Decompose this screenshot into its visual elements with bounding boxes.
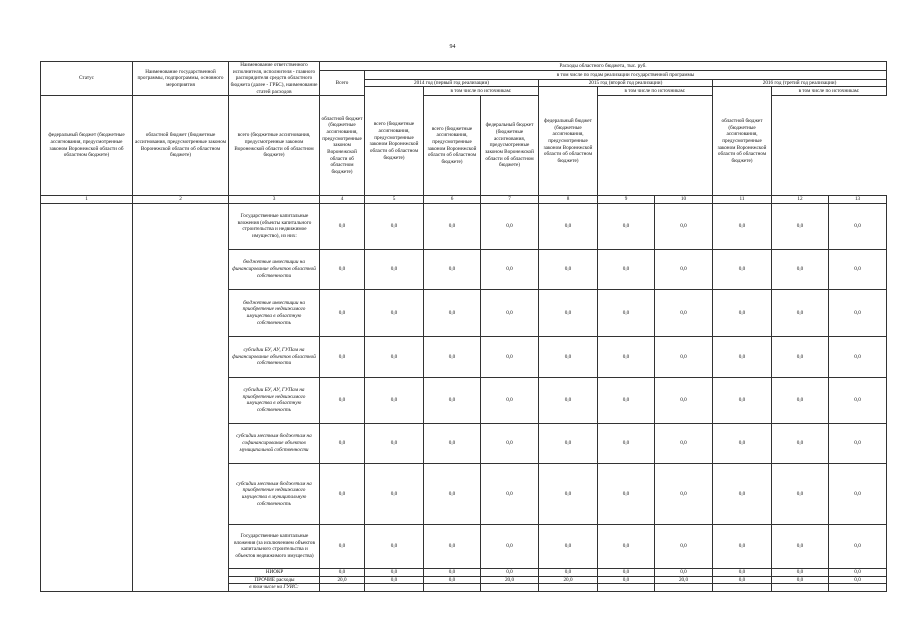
value-cell: 0,0 [772,336,829,377]
value-cell [772,584,829,592]
value-cell: 0,0 [365,568,424,576]
budget-table [40,61,887,592]
column-number: 7 [481,196,539,204]
value-cell: 0,0 [829,203,887,249]
value-cell: 0,0 [713,423,772,463]
value-cell: 0,0 [424,336,481,377]
value-cell [655,584,713,592]
page-number: 94 [449,44,456,50]
value-cell: 0,0 [772,377,829,423]
value-cell: 20,0 [539,576,598,584]
value-cell: 0,0 [655,377,713,423]
header-by-sources: в том числе по источникам: [598,87,713,96]
header-y1-federal: федеральный бюджет (бюджетные ассигнования, предусмотренные законом Воронежской области об областном бюджете) [41,96,133,196]
value-cell: 0,0 [598,568,655,576]
value-cell: 0,0 [829,568,887,576]
value-cell: 0,0 [713,576,772,584]
value-cell: 0,0 [598,463,655,524]
header-by-sources: в том числе по источникам: [772,87,887,96]
row-label: Государственные капитальные вложения (за исключением объектов капитального строительства и объектов недвижимого имущества) [229,524,320,568]
value-cell: 0,0 [320,377,365,423]
value-cell: 0,0 [713,568,772,576]
header-year-2016: 2016 год (третий год реализации) [713,79,887,87]
value-cell: 0,0 [598,249,655,289]
header-total: Всего [320,71,365,96]
value-cell: 0,0 [772,289,829,336]
header-y3-federal: федеральный бюджет (бюджетные ассигнования, предусмотренные законом Воронежской области об областном бюджете) [481,96,539,196]
value-cell: 0,0 [598,524,655,568]
value-cell: 0,0 [772,576,829,584]
column-number: 3 [229,196,320,204]
value-cell [365,584,424,592]
row-label: Государственные капитальные вложения (объекты капитального строительства и недвижимое имущество), из них: [229,203,320,249]
header-executor: Наименование ответственного исполнителя, исполнителя - главного распорядителя средств областного бюджета (далее - ГРБС), наименование статей расходов [229,62,320,96]
value-cell: 0,0 [655,336,713,377]
value-cell [481,584,539,592]
value-cell: 0,0 [424,203,481,249]
value-cell: 0,0 [713,377,772,423]
header-y2-total: всего (бюджетные ассигнования, предусмотренные законом Воронежской области об областном бюджете) [229,96,320,196]
value-cell: 0,0 [539,249,598,289]
row-label: НИОКР [229,568,320,576]
table-row [41,203,887,249]
value-cell: 0,0 [772,203,829,249]
header-y1-regional: областной бюджет (бюджетные ассигнования, предусмотренные законом Воронежской области об областном бюджете) [133,96,229,196]
value-cell: 0,0 [365,336,424,377]
value-cell: 0,0 [424,463,481,524]
value-cell: 0,0 [829,463,887,524]
value-cell: 0,0 [320,524,365,568]
value-cell: 0,0 [829,377,887,423]
value-cell: 0,0 [598,336,655,377]
value-cell: 0,0 [598,576,655,584]
value-cell: 0,0 [481,568,539,576]
value-cell [539,584,598,592]
column-number: 13 [829,196,887,204]
header-program: Наименование государственной программы, подпрограммы, основного мероприятия [133,62,229,96]
row-label: субсидии местным бюджетам на приобретение недвижимого имущества в муниципальную собственность [229,463,320,524]
value-cell: 0,0 [713,463,772,524]
column-number: 9 [598,196,655,204]
header-year-2014: 2014 год (первый год реализации) [365,79,539,87]
value-cell: 20,0 [481,576,539,584]
value-cell: 20,0 [320,576,365,584]
row-label: субсидии БУ, АУ, ГУПам на приобретение недвижимого имущества в областную собственность [229,377,320,423]
column-number: 8 [539,196,598,204]
column-number: 11 [713,196,772,204]
value-cell: 0,0 [598,423,655,463]
value-cell: 0,0 [424,568,481,576]
value-cell: 0,0 [481,249,539,289]
column-number: 4 [320,196,365,204]
header-top: Расходы областного бюджета, тыс. руб. [320,62,887,71]
value-cell: 0,0 [772,568,829,576]
value-cell: 0,0 [320,289,365,336]
row-label: в том числе на ГУИС: [229,584,320,592]
value-cell: 0,0 [320,463,365,524]
value-cell: 0,0 [713,289,772,336]
value-cell: 0,0 [365,576,424,584]
column-number: 6 [424,196,481,204]
value-cell [320,584,365,592]
value-cell: 0,0 [481,463,539,524]
value-cell: 0,0 [481,524,539,568]
value-cell: 0,0 [539,568,598,576]
value-cell: 0,0 [365,463,424,524]
value-cell: 0,0 [424,524,481,568]
value-cell: 0,0 [772,463,829,524]
value-cell: 0,0 [481,203,539,249]
value-cell: 0,0 [424,576,481,584]
value-cell: 0,0 [539,423,598,463]
value-cell: 0,0 [320,568,365,576]
value-cell [424,584,481,592]
value-cell: 0,0 [481,336,539,377]
value-cell: 0,0 [539,336,598,377]
value-cell: 0,0 [655,524,713,568]
value-cell: 0,0 [320,336,365,377]
header-by-sources: в том числе по источникам: [424,87,539,96]
value-cell: 20,0 [655,576,713,584]
value-cell: 0,0 [713,203,772,249]
value-cell: 0,0 [655,423,713,463]
header-y2-federal: федеральный бюджет (бюджетные ассигнования, предусмотренные законом Воронежской области об областном бюджете) [539,87,598,196]
value-cell: 0,0 [829,423,887,463]
value-cell [713,584,772,592]
column-number: 2 [133,196,229,204]
row-label: субсидии БУ, АУ, ГУПам на финансирование объектов областной собственности [229,336,320,377]
status-cell [41,203,133,591]
value-cell [829,584,887,592]
value-cell: 0,0 [829,336,887,377]
header-year-2015: 2015 год (второй год реализации) [539,79,713,87]
column-number: 12 [772,196,829,204]
value-cell: 0,0 [829,576,887,584]
header-y1-total: всего (бюджетные ассигнования, предусмотренные законом Воронежской области об областном бюджете) [365,87,424,196]
row-label: субсидии местным бюджетам на софинансирование объектов муниципальной собственности [229,423,320,463]
value-cell: 0,0 [424,377,481,423]
value-cell: 0,0 [655,289,713,336]
value-cell: 0,0 [655,568,713,576]
value-cell: 0,0 [481,377,539,423]
value-cell: 0,0 [539,463,598,524]
row-label: бюджетные инвестиции на финансирование объектов областной собственности [229,249,320,289]
header-y3-total: всего (бюджетные ассигнования, предусмотренные законом Воронежской области об областном бюджете) [424,96,481,196]
value-cell: 0,0 [655,203,713,249]
header-y3-regional: областной бюджет (бюджетные ассигнования, предусмотренные законом Воронежской области об областном бюджете) [713,87,772,196]
value-cell: 0,0 [713,249,772,289]
value-cell: 0,0 [365,249,424,289]
value-cell: 0,0 [365,289,424,336]
value-cell: 0,0 [655,249,713,289]
program-cell [133,203,229,591]
header-status: Статус [41,62,133,96]
value-cell: 0,0 [481,289,539,336]
value-cell: 0,0 [365,377,424,423]
value-cell: 0,0 [598,289,655,336]
value-cell: 0,0 [365,423,424,463]
column-number: 10 [655,196,713,204]
row-label: ПРОЧИЕ расходы [229,576,320,584]
value-cell: 0,0 [772,524,829,568]
value-cell: 0,0 [713,524,772,568]
value-cell: 0,0 [829,524,887,568]
value-cell: 0,0 [365,203,424,249]
value-cell [598,584,655,592]
value-cell: 0,0 [365,524,424,568]
value-cell: 0,0 [320,203,365,249]
value-cell: 0,0 [539,203,598,249]
row-label: бюджетные инвестиции на приобретение недвижимого имущества в областную собственность [229,289,320,336]
column-number: 5 [365,196,424,204]
value-cell: 0,0 [539,524,598,568]
value-cell: 0,0 [424,289,481,336]
value-cell: 0,0 [424,423,481,463]
value-cell: 0,0 [713,336,772,377]
value-cell: 0,0 [320,249,365,289]
value-cell: 0,0 [539,377,598,423]
value-cell: 0,0 [829,249,887,289]
header-y2-regional: областной бюджет (бюджетные ассигнования, предусмотренные законом Воронежской области об областном бюджете) [320,96,365,196]
value-cell: 0,0 [655,463,713,524]
header-by-years: в том числе по годам реализации государственной программы [365,71,887,80]
value-cell: 0,0 [598,203,655,249]
value-cell: 0,0 [772,423,829,463]
column-number: 1 [41,196,133,204]
value-cell: 0,0 [772,249,829,289]
value-cell: 0,0 [829,289,887,336]
value-cell: 0,0 [320,423,365,463]
value-cell: 0,0 [424,249,481,289]
value-cell: 0,0 [481,423,539,463]
value-cell: 0,0 [598,377,655,423]
value-cell: 0,0 [539,289,598,336]
